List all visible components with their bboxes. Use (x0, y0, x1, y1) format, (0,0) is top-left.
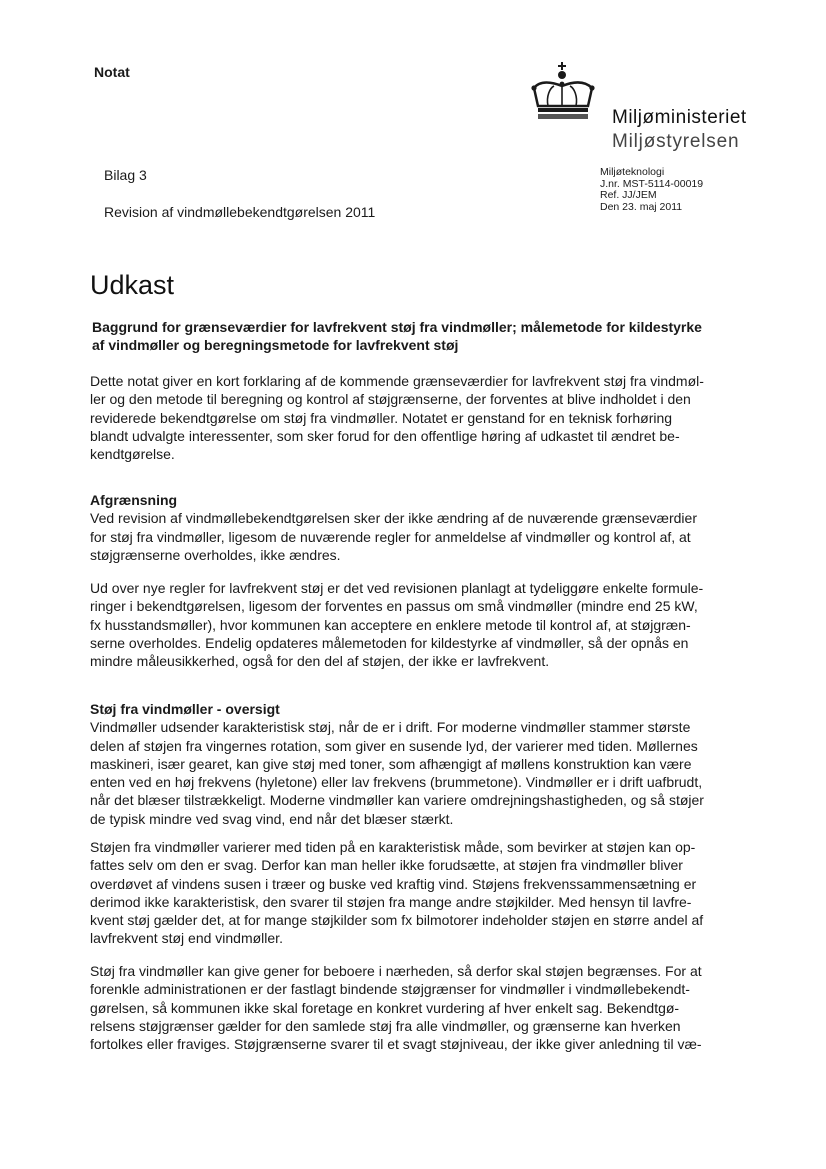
text-line: blandt udvalgte interessenter, som sker forud for den offentlige høring af udkastet til ændret be- (90, 427, 680, 444)
text-line: fx husstandsmøller), hvor kommunen kan acceptere en enklere metode til kontrol af, at støjgræn- (90, 616, 691, 633)
section-heading-scope: Afgrænsning (90, 492, 178, 508)
overview-paragraph-2 (90, 838, 758, 948)
document-type: Notat (94, 64, 130, 80)
text-line: Ved revision af vindmøllebekendtgørelsen sker der ikke ændring af de nuværende grænseværdier (90, 510, 697, 527)
scope-paragraph-1 (90, 491, 758, 564)
text-line: delen af støjen fra vingernes rotation, som giver en susende lyd, der varierer med tiden. Møllernes (90, 737, 698, 754)
text-line: gørelsen, så kommunen ikke skal foretage en konkret vurdering af hver enkelt sag. Bekendtgø- (90, 999, 680, 1016)
text-line: ringer i bekendtgørelsen, ligesom der forventes en passus om små vindmøller (mindre end 25 kW, (90, 598, 698, 615)
overview-paragraph-1 (90, 700, 758, 828)
scope-paragraph-2 (90, 579, 758, 670)
section-heading-overview: Støj fra vindmøller - oversigt (90, 701, 280, 717)
department: Miljøteknologi (600, 166, 665, 178)
intro-paragraph (90, 372, 758, 463)
text-line: lavfrekvent støj end vindmøller. (90, 930, 283, 947)
text-line: fattes selv om den er svag. Derfor kan man heller ikke forudsætte, at støjen fra vindmøller bliver (90, 857, 683, 874)
journal-number: J.nr. MST-5114-00019 (600, 177, 704, 190)
text-line: serne overholdes. Endelig opdateres målemetoden for kildestyrke af vindmøller, så der opnås en (90, 634, 689, 651)
text-line: maskineri, især gearet, kan give støj med toner, som afhængigt af møllens konstruktion kan være (90, 755, 692, 772)
text-line: støjgrænserne overholdes, ikke ændres. (90, 546, 341, 563)
document-date: Den 23. maj 2011 (600, 200, 683, 213)
text-line: Støj fra vindmøller kan give gener for beboere i nærheden, så derfor skal støjen begrænses. For at (90, 963, 702, 979)
appendix-label: Bilag 3 (104, 167, 147, 183)
ministry-name: Miljøministeriet (612, 107, 747, 128)
main-heading-line: af vindmøller og beregningsmetode for lavfrekvent støj (92, 337, 459, 353)
draft-title: Udkast (90, 270, 175, 300)
text-line: de typisk mindre ved svag vind, end når det blæser stærkt. (90, 810, 454, 827)
text-line: fortolkes eller fraviges. Støjgrænserne svarer til et svagt støjniveau, der ikke giver anledning til væ- (90, 1036, 702, 1053)
text-line: mindre måleusikkerhed, også for den del af støjen, der ikke er lavfrekvent. (90, 653, 550, 670)
reference-block (600, 167, 703, 213)
main-heading-line: Baggrund for grænseværdier for lavfrekvent støj fra vindmøller; målemetode for kildestyrke (92, 319, 702, 335)
text-line: kendtgørelse. (90, 446, 175, 463)
text-line: reviderede bekendtgørelse om støj fra vindmøller. Notatet er genstand for en teknisk forhøring (90, 409, 673, 426)
text-line: enten ved en høj frekvens (hyletone) eller lav frekvens (brummetone). Vindmøller er i drift uafbrudt, (90, 774, 703, 791)
document-subject: Revision af vindmøllebekendtgørelsen 2011 (104, 204, 376, 220)
text-line: Dette notat giver en kort forklaring af de kommende grænseværdier for lavfrekvent støj fra vindmøl- (90, 373, 704, 389)
text-line: overdøvet af vindens susen i træer og buske ved kraftig vind. Støjens frekvenssammensætning er (90, 875, 697, 892)
text-line: Ud over nye regler for lavfrekvent støj er det ved revisionen planlagt at tydeliggøre enkelte formule- (90, 580, 704, 596)
text-line: kvent støj gælder det, at for mange støjkilder som fx bilmotorer indeholder støjen en større andel af (90, 912, 704, 929)
reference: Ref. JJ/JEM (600, 189, 657, 201)
text-line: derimod ikke karakteristisk, den svarer til støjen fra mange andre støjkilder. Med hensyn til lavfre- (90, 893, 692, 910)
agency-name: Miljøstyrelsen (612, 131, 740, 152)
text-line: når det blæser tilstrækkeligt. Moderne vindmøller kan variere omdrejningshastigheden, og så støjer (90, 792, 704, 809)
text-line: relsens støjgrænser gælder for den samlede støj fra alle vindmøller, og grænserne kan hverken (90, 1017, 681, 1034)
overview-paragraph-3 (90, 962, 758, 1053)
royal-crown-logo (528, 62, 600, 124)
main-heading (92, 318, 762, 354)
text-line: Vindmøller udsender karakteristisk støj, når de er i drift. For moderne vindmøller stammer største (90, 719, 691, 736)
text-line: Støjen fra vindmøller varierer med tiden på en karakteristisk måde, som bevirker at støjen kan op- (90, 839, 696, 855)
text-line: for støj fra vindmøller, ligesom de nuværende regler for anmeldelse af vindmøller og kontrol af, at (90, 528, 691, 545)
text-line: forenkle administrationen er der fastlagt bindende støjgrænser for vindmøller i vindmøllebekendt- (90, 981, 690, 998)
text-line: ler og den metode til beregning og kontrol af støjgrænserne, der forventes at blive indholdet i den (90, 391, 691, 408)
